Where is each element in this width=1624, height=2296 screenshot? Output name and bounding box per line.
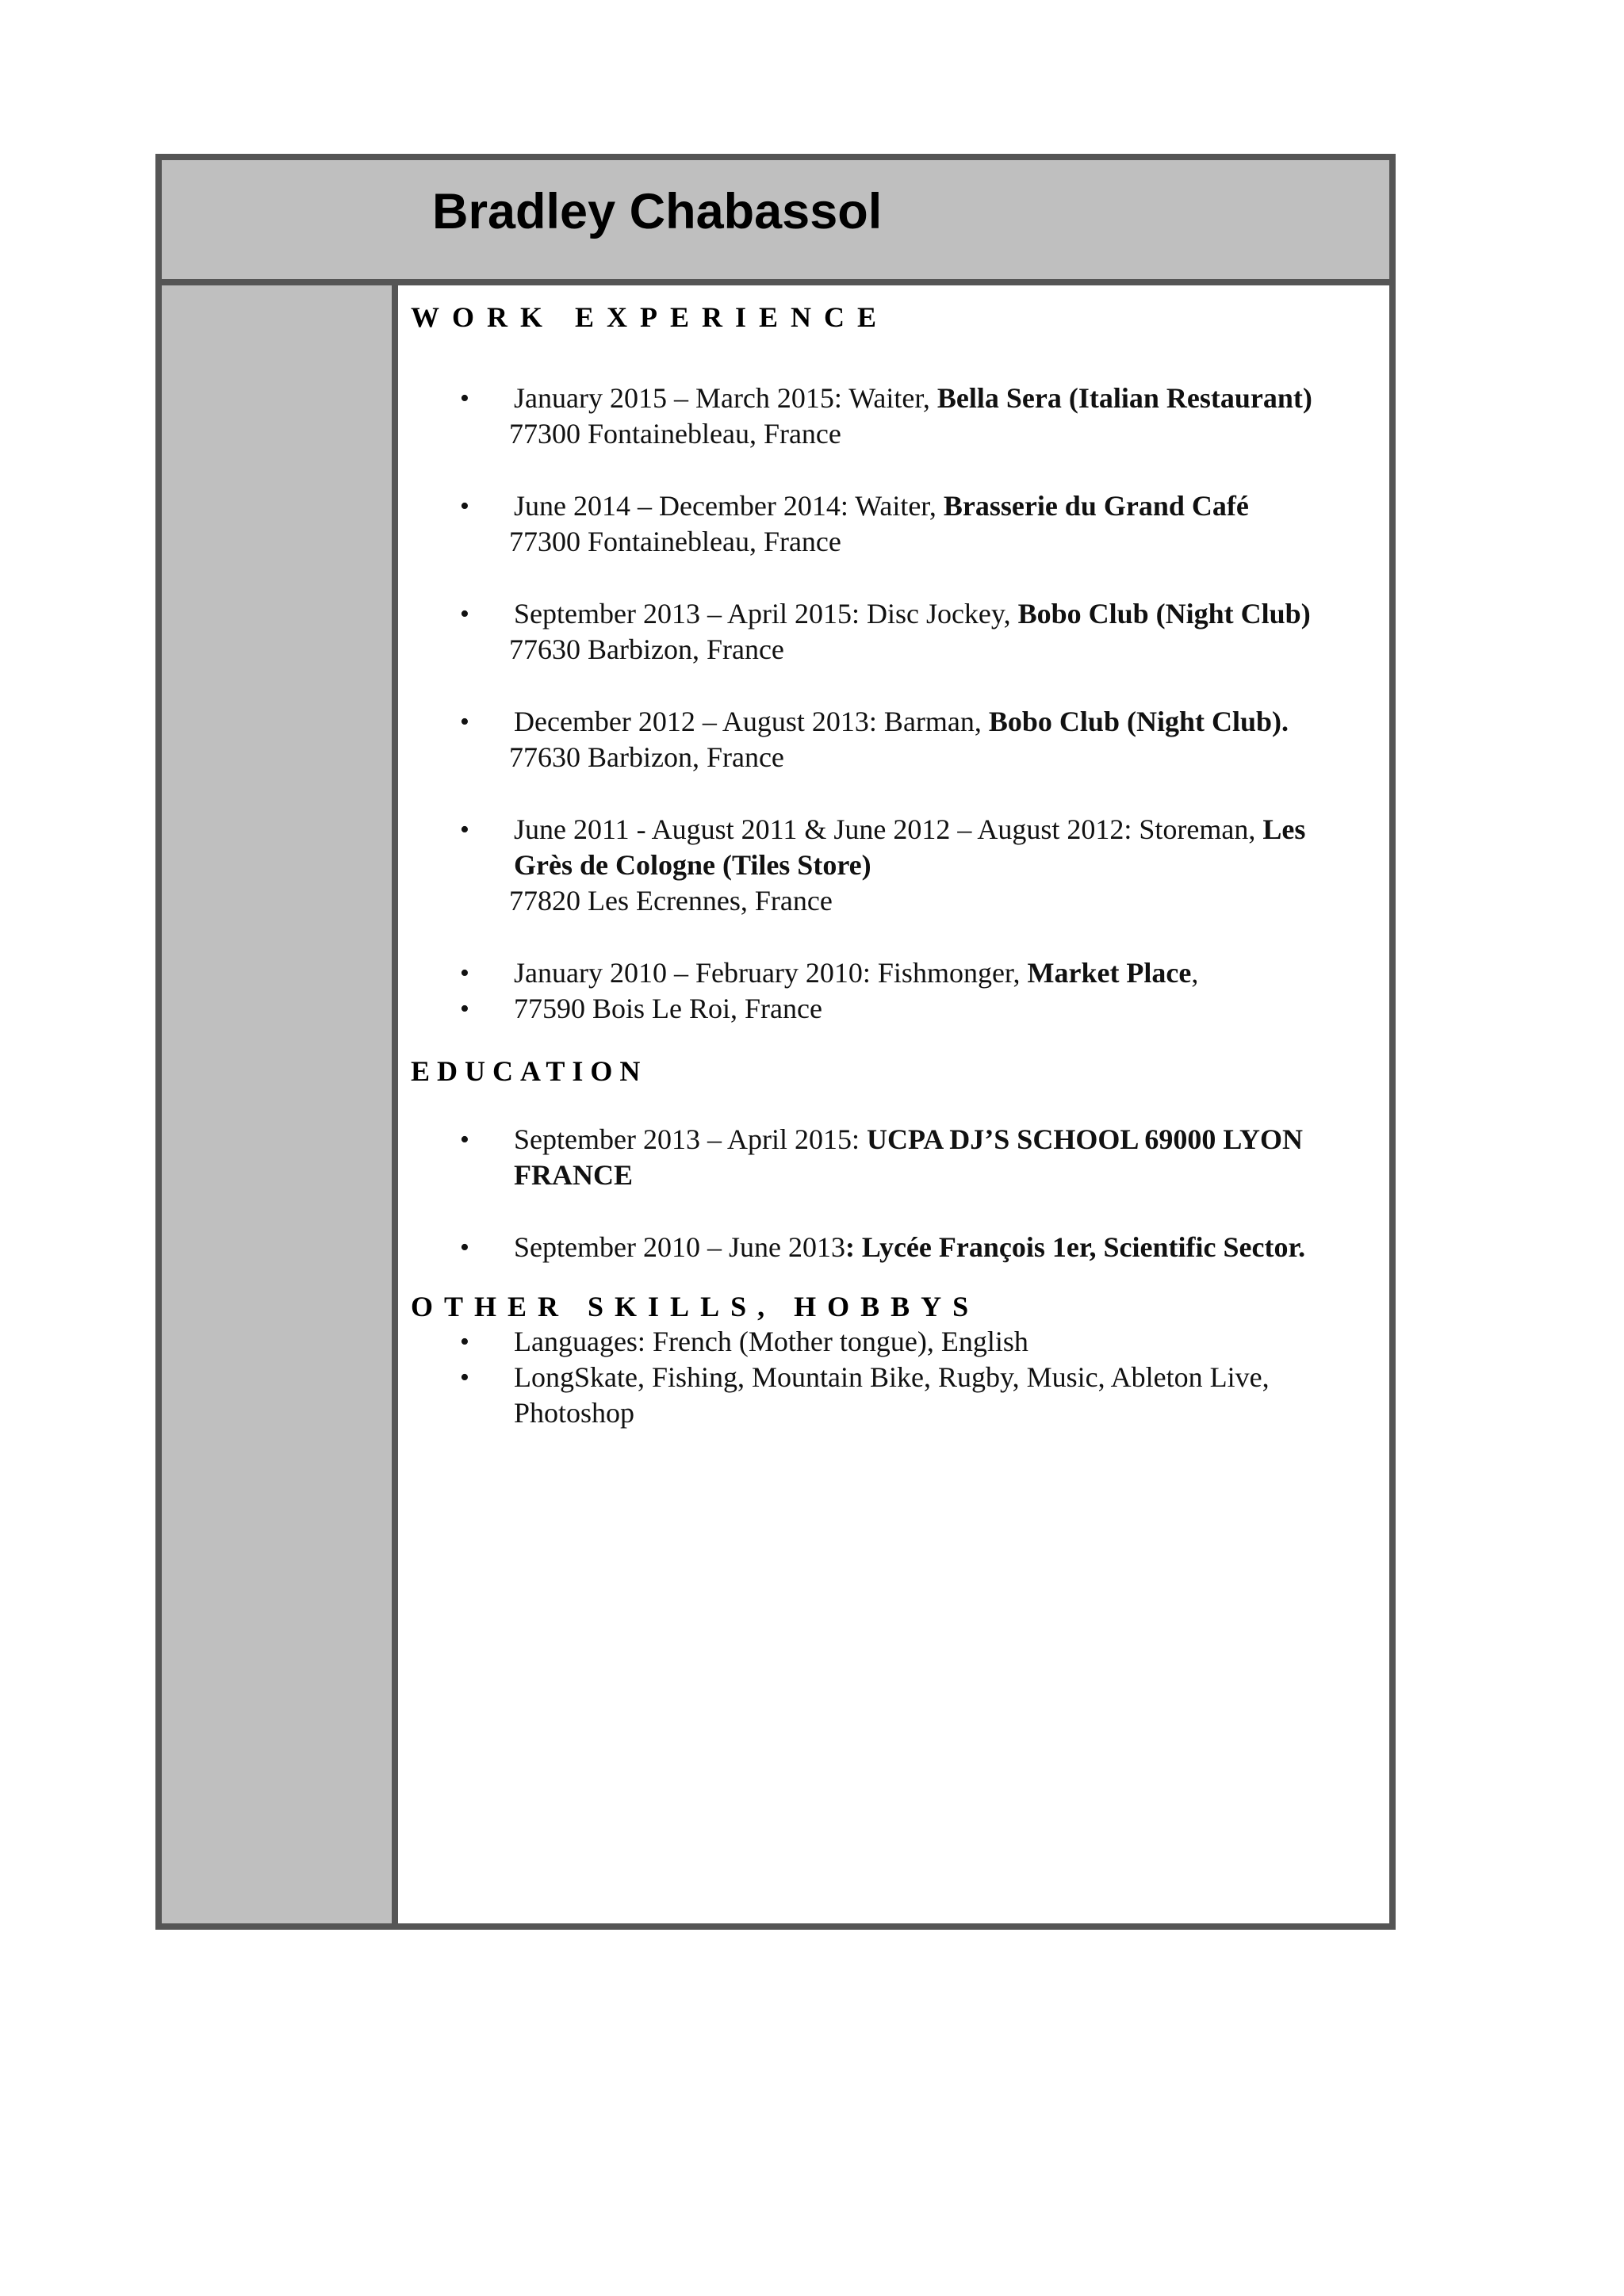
work-entry-location: 77630 Barbizon, France [509,741,784,773]
skill-entry-text: LongSkate, Fishing, Mountain Bike, Rugby, Music, Ableton Live, Photoshop [514,1361,1270,1429]
work-entry-line [514,381,1370,416]
bullet-icon: • [460,707,469,737]
work-entry-employer: Bobo Club (Night Club). [988,706,1289,737]
bullet-icon: • [460,492,469,521]
bullet-icon: • [460,1125,469,1154]
skill-entry-text: Languages: French (Mother tongue), English [514,1326,1028,1357]
work-entry-dates-role: June 2014 – December 2014: Waiter, [514,490,944,522]
education-entry-dates: September 2010 – June 2013 [514,1231,845,1263]
skills-hobbies-heading: OTHER SKILLS, HOBBYS [411,1291,980,1322]
work-entry-employer: Bobo Club (Night Club) [1017,598,1311,629]
work-entry [411,596,1370,668]
skills-list [411,1324,1370,1431]
work-experience-heading: WORK EXPERIENCE [411,301,890,333]
resume-frame [155,154,1396,1930]
work-experience-list [411,381,1370,1027]
bullet-icon: • [460,599,469,629]
work-entry [411,955,1370,991]
work-entry-employer: Bella Sera (Italian Restaurant) [936,382,1312,414]
education-entry-line [514,1122,1370,1193]
education-entry [411,1122,1370,1193]
education-entry-school: UCPA DJ’S SCHOOL 69000 LYON FRANCE [514,1123,1304,1191]
work-entry-location: 77820 Les Ecrennes, France [509,885,833,916]
work-entry-line [514,704,1370,740]
work-entry [411,488,1370,560]
work-entry-line [514,955,1370,991]
resume-content [411,300,1370,1431]
bullet-icon: • [460,994,469,1024]
work-entry-employer: Brasserie du Grand Café [943,490,1249,522]
education-heading: EDUCATION [411,1055,648,1087]
work-entry-dates-role: September 2013 – April 2015: Disc Jockey, [514,598,1018,629]
education-entry-school: : Lycée François 1er, Scientific Sector. [845,1231,1306,1263]
skill-entry [411,1360,1370,1431]
work-entry-suffix: , [1191,957,1199,989]
work-entry-dates-role: December 2012 – August 2013: Barman, [514,706,989,737]
work-entry-location-item [411,991,1370,1027]
education-entry [411,1230,1370,1265]
bullet-icon: • [460,1363,469,1392]
education-entry-line [514,1230,1370,1265]
work-entry-location: 77300 Fontainebleau, France [509,526,841,557]
work-entry [411,704,1370,775]
work-entry-employer: Les Grès de Cologne (Tiles Store) [514,813,1306,881]
work-entry-dates-role: January 2010 – February 2010: Fishmonger, [514,957,1028,989]
bullet-icon: • [460,815,469,844]
bullet-icon: • [460,1327,469,1357]
work-entry-line [514,812,1370,883]
candidate-name: Bradley Chabassol [432,184,883,239]
work-entry-line [514,488,1370,524]
sidebar [162,285,398,1923]
work-entry-dates-role: June 2011 - August 2011 & June 2012 – August 2012: Storeman, [514,813,1263,845]
bullet-icon: • [460,384,469,413]
work-entry [411,381,1370,452]
education-entry-dates: September 2013 – April 2015: [514,1123,867,1155]
education-list [411,1122,1370,1265]
work-entry-location: 77630 Barbizon, France [509,633,784,665]
bullet-icon: • [460,1233,469,1262]
skill-entry [411,1324,1370,1360]
work-entry-location: 77300 Fontainebleau, France [509,418,841,450]
work-entry-dates-role: January 2015 – March 2015: Waiter, [514,382,937,414]
bullet-icon: • [460,959,469,988]
work-entry-location: 77590 Bois Le Roi, France [514,993,822,1024]
work-entry-employer: Market Place [1027,957,1192,989]
work-entry [411,812,1370,919]
work-entry-line [514,596,1370,632]
header-band [162,160,1389,285]
